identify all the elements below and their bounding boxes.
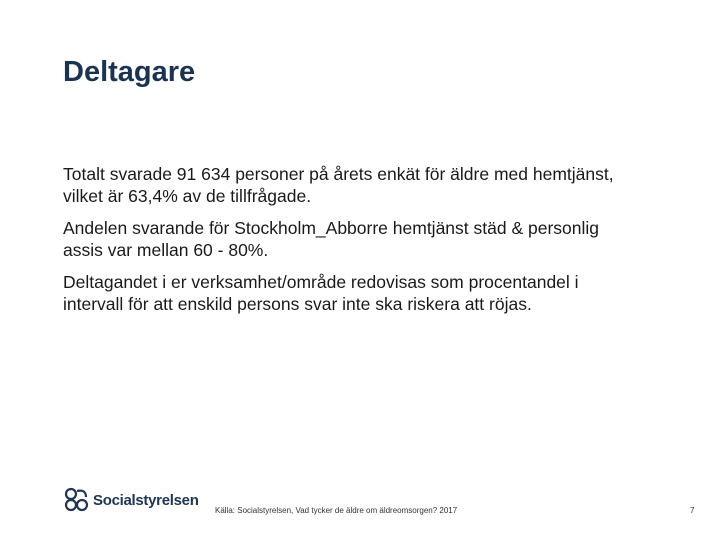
slide-body (63, 163, 623, 325)
body-paragraph-response-share: Andelen svarande för Stockholm_Abborre hemtjänst städ & personlig assis var mellan 60 - 80%. (63, 218, 599, 260)
page-number: 7 (690, 506, 695, 515)
source-citation: Källa: Socialstyrelsen, Vad tycker de äldre om äldreomsorgen? 2017 (215, 506, 458, 515)
slide-title: Deltagare (63, 56, 196, 88)
body-paragraph-participation-note: Deltagandet i er verksamhet/område redovisas som procentandel i intervall för att enskild persons svar inte ska riskera att röjas. (63, 272, 579, 314)
socialstyrelsen-emblem-icon (64, 487, 90, 513)
body-paragraph-total-responses: Totalt svarade 91 634 personer på årets enkät för äldre med hemtjänst, vilket är 63,4% av de tillfrågade. (63, 164, 614, 206)
logo-wordmark: Socialstyrelsen (93, 491, 199, 509)
socialstyrelsen-logo (64, 487, 199, 513)
